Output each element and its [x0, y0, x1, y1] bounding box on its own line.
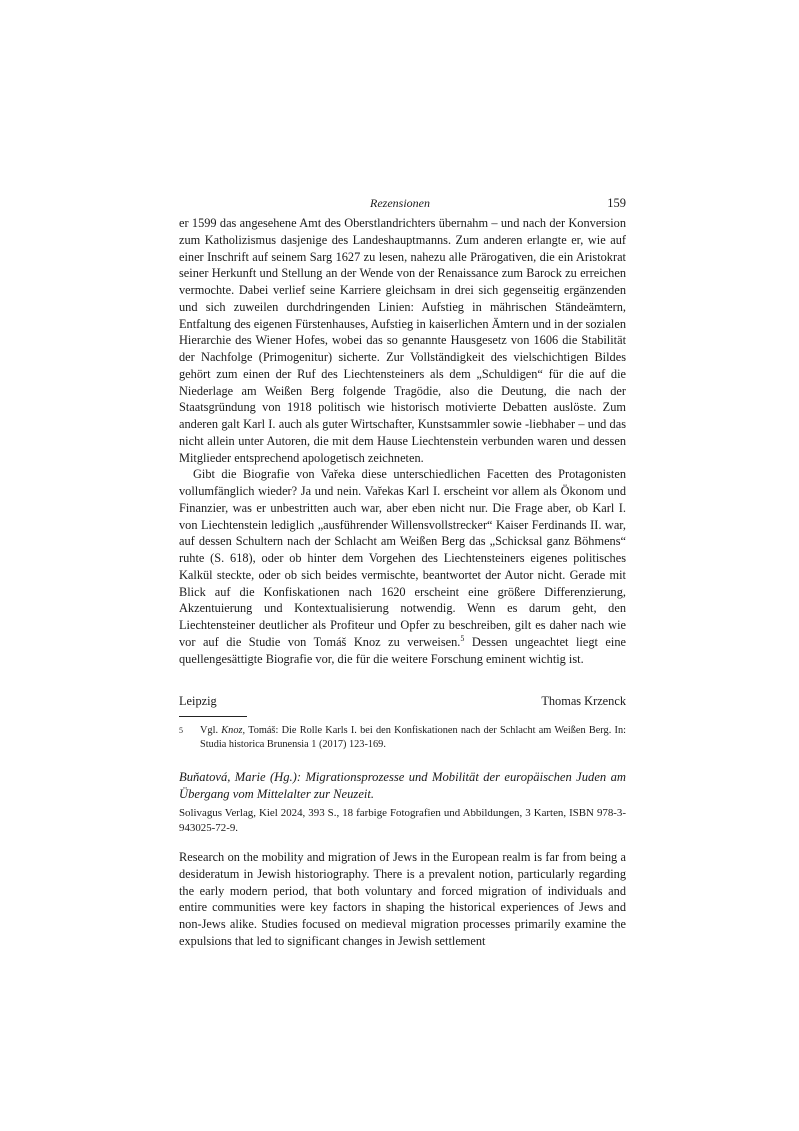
- paragraph-2-end: Dessen ungeachtet liegt eine quellengesättigte Biografie vor, die für die weitere Forschung eminent wichtig ist.: [179, 634, 626, 666]
- paragraph-2-text: Gibt die Biografie von Vařeka diese unterschiedlichen Facetten des Protagonisten vollumfänglich wieder? Ja und nein. Vařekas Karl I. erscheint vor allem als Ökonom und Finanzier, was er unbestritten auch war, aber eben nicht nur. Die Frage aber, ob Karl I. von Liechtenstein lediglich „ausführender Willensvollstrecker“ Kaiser Ferdinands II. war, auf dessen Schultern nach der Schlacht am Weißen Berg das „Schicksal ganz Böhmens“ ruhte (S. 618), oder ob hinter dem Vorgehen des Liechtensteiners eigenes politisches Kalkül steckte, oder ob sich beides vermischte, beantwortet der Autor nicht. Gerade mit Blick auf die Konfiskationen nach 1620 erscheint eine größere Differenzierung, Akzentuierung und Kontextualisierung notwendig. Wenn es darum geht, den Liechtensteiner deutlicher als Profiteur und Opfer zu beschreiben, gilt es daher nach wie vor auf die Studie von Tomáš Knoz zu verweisen.: [179, 467, 626, 649]
- review-book-title: Buňatová, Marie (Hg.): Migrationsprozesse und Mobilität der europäischen Juden am Übergang vom Mittelalter zur Neuzeit.: [179, 770, 626, 801]
- paragraph-1: er 1599 das angesehene Amt des Oberstlandrichters übernahm – und nach der Konversion zum Katholizismus dasjenige des Landeshauptmanns. Zum anderen erlangte er, wie auf einer Inschrift auf seinem Sarg 1627 zu lesen, nahezu alle Prärogativen, die ein Aristokrat seiner Herkunft und Stellung an der Wende von der Renaissance zum Barock zu erreichen vermochte. Dabei verlief seine Karriere gleichsam in drei sich gegenseitig ergänzenden und sich zuweilen durchdringenden Linien: Aufstieg in mährischen Ständeämtern, Entfaltung des eigenen Fürstenhauses, Aufstieg in kaiserlichen Ämtern und in der sozialen Hierarchie des Wiener Hofes, wobei das so genannte Hausgesetz von 1606 die Stabilität der Nachfolge (Primogenitur) sicherte. Zur Vollständigkeit des vielschichtigen Bildes gehört zum einen der Ruf des Liechtensteiners als dem „Schuldigen“ für die auf die Niederlage am Weißen Berg folgende Tragödie, also die Deutung, die nach der Staatsgründung von 1918 politisch wie historisch motivierte Debatten auslöste. Zum anderen galt Karl I. auch als guter Wirtschafter, Kunstsammler sowie -liebhaber – und das nicht allein unter Autoren, die mit dem Hause Liechtenstein verbunden waren und dessen Mitglieder entsprechend apologetisch zeichneten.: [179, 216, 627, 465]
- review-body-text: [179, 849, 626, 950]
- footnote-citation: Tomáš: Die Rolle Karls I. bei den Konfiskationen nach der Schlacht am Weißen Berg. In: Studia historica Brunensia 1 (2017) 123-169.: [200, 725, 626, 750]
- footnote-number: 5: [179, 726, 183, 735]
- review-continuation-text: [179, 215, 626, 667]
- signoff-place: Leipzig: [179, 694, 217, 708]
- footnote-prefix: Vgl.: [200, 725, 222, 736]
- footnote: [179, 724, 626, 751]
- footnote-divider: [179, 716, 247, 717]
- review-publication-details: Solivagus Verlag, Kiel 2024, 393 S., 18 farbige Fotografien und Abbildungen, 3 Karten, ISBN 978-3-943025-72-9.: [179, 807, 626, 834]
- footnote-marker[interactable]: 5: [460, 633, 465, 643]
- review-signoff: [179, 694, 626, 712]
- footnote-text: [200, 724, 626, 751]
- running-title: Rezensionen: [370, 196, 430, 210]
- paragraph-2: [179, 466, 626, 667]
- running-header: [179, 196, 626, 214]
- signoff-author: Thomas Krzenck: [541, 694, 626, 708]
- page-number: 159: [607, 196, 626, 210]
- review-paragraph-1: Research on the mobility and migration of Jews in the European realm is far from being a desideratum in Jewish historiography. There is a prevalent notion, particularly regarding the early modern period, that both voluntary and forced migration of individuals and entire communities were key factors in shaping the historical experiences of Jews and non-Jews alike. Studies focused on medieval migration processes primarily examine the expulsions that led to significant changes in Jewish settlement: [179, 850, 626, 948]
- footnote-author: Knoz,: [221, 725, 246, 736]
